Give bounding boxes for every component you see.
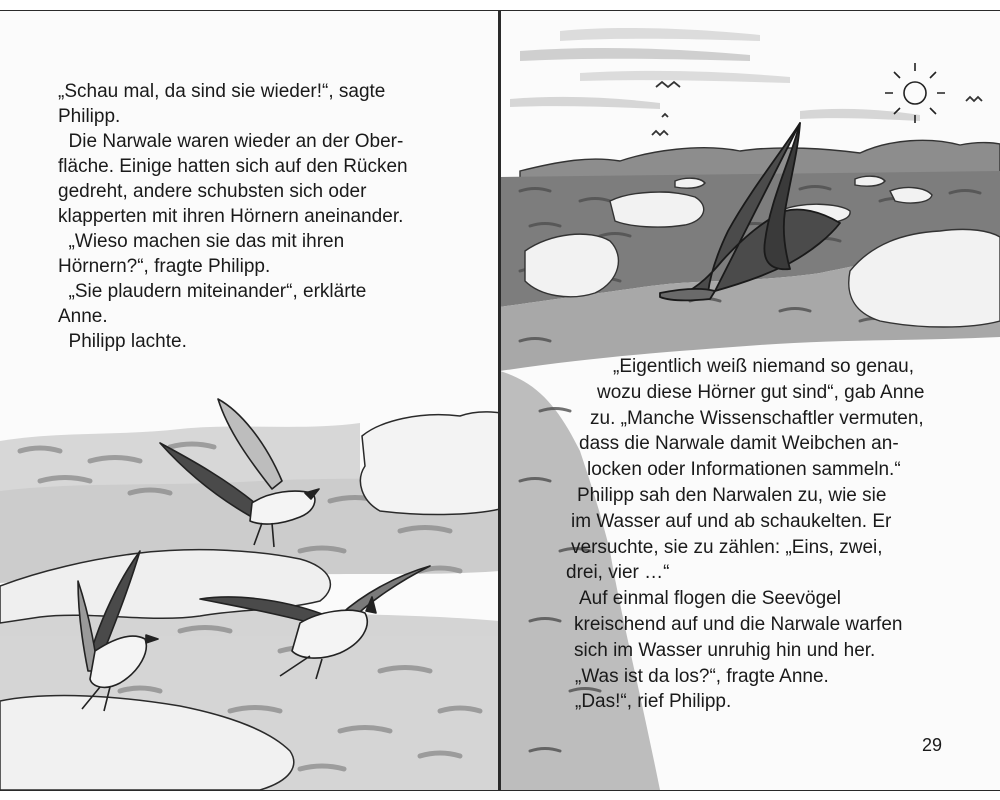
text-line: Philipp. [58,106,121,127]
text-line: dass die Narwale damit Weibchen an- [579,433,899,455]
text-line: „Schau mal, da sind sie wieder!“, sagte [58,81,386,102]
left-page [0,10,501,791]
text-line: drei, vier …“ [566,562,670,584]
book-gutter [498,10,501,790]
text-line: Philipp lachte. [58,331,187,352]
text-line: klapperten mit ihren Hörnern aneinander. [58,206,404,227]
text-line: „Das!“, rief Philipp. [575,691,732,713]
text-line: versuchte, sie zu zählen: „Eins, zwei, [571,536,883,558]
text-line: Anne. [58,306,108,327]
text-line: Hörnern?“, fragte Philipp. [58,256,271,277]
sun-icon [885,63,945,123]
distant-birds-icon [652,82,982,135]
text-line: im Wasser auf und ab schaukelten. Er [571,510,892,532]
right-page [499,10,1000,791]
text-line: fläche. Einige hatten sich auf den Rücken [58,156,408,177]
left-page-text [58,79,478,354]
text-line: „Eigentlich weiß niemand so genau, [613,356,915,377]
text-line: „Was ist da los?“, fragte Anne. [575,665,829,687]
text-line: Auf einmal flogen die Seevögel [579,588,841,610]
page-number: 29 [921,735,942,755]
text-line: locken oder Informationen sammeln.“ [587,459,901,481]
sky-wash [510,28,920,121]
text-line: Philipp sah den Narwalen zu, wie sie [577,485,887,506]
text-line: „Sie plaudern miteinander“, erklärte [58,281,367,302]
text-line: gedreht, andere schubsten sich oder [58,181,367,202]
text-line: kreischend auf und die Narwale warfen [574,614,903,635]
text-line: sich im Wasser unruhig hin und her. [574,639,876,661]
text-line: wozu diese Hörner gut sind“, gab Anne [597,381,925,403]
text-line: Die Narwale waren wieder an der Ober- [58,131,404,152]
text-line: „Wieso machen sie das mit ihren [58,231,345,252]
right-page-text [500,354,1000,734]
text-line: zu. „Manche Wissenschaftler vermuten, [590,407,924,429]
